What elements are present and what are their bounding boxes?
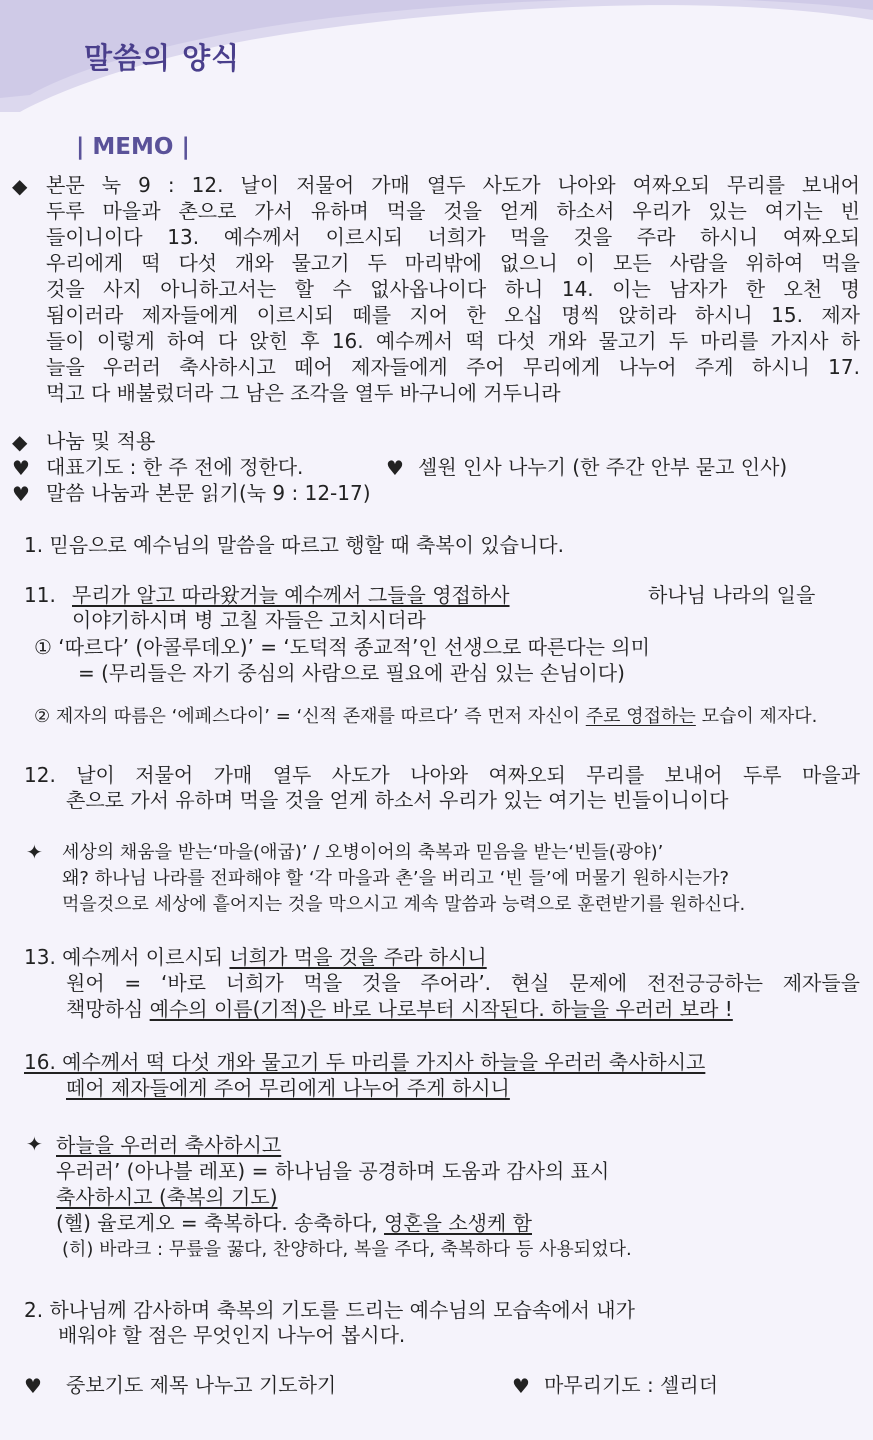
heart-bullet-icon: ♥ [12, 482, 30, 506]
cell-greeting: 셀원 인사 나누기 (한 주간 안부 묻고 인사) [418, 455, 788, 479]
question-2: 2. 하나님께 감사하며 축복의 기도를 드리는 예수님의 모습속에서 내가 [24, 1298, 635, 1322]
scripture-line: 것을 사지 아니하고서는 할 수 없사옵나이다 하니 14. 이는 남자가 한 오천 명 [46, 277, 860, 301]
question-2: 배워야 할 점은 무엇인지 나누어 봅시다. [58, 1323, 406, 1347]
verse-13-explanation [66, 996, 733, 1022]
blessing-heading: 하늘을 우러러 축사하시고 [56, 1133, 282, 1157]
blessing-line: 우러러’ (아나블 레포) = 하나님을 공경하며 도움과 감사의 표시 [56, 1159, 610, 1183]
sparkle-bullet-icon: ✦ [26, 840, 43, 864]
representative-prayer: 대표기도 : 한 주 전에 정한다. [46, 455, 304, 479]
verse-11-text: 하나님 나라의 일을 [648, 583, 816, 607]
memo-label: | MEMO | [76, 134, 190, 160]
blessing-highlight: 영혼을 소생케 함 [384, 1211, 532, 1235]
sharing-heading: 나눔 및 적용 [46, 429, 156, 453]
verse-13-highlight: 너희가 먹을 것을 주라 하시니 [229, 945, 487, 969]
verse-13 [24, 944, 487, 970]
scripture-line: 우리에게 떡 다섯 개와 물고기 두 마리밖에 없으니 이 모든 사람을 위하여 먹을 [46, 251, 860, 275]
verse-11-highlight: 무리가 알고 따라왔거늘 예수께서 그들을 영접하사 [72, 583, 510, 607]
closing-prayer: 마무리기도 : 셀리더 [544, 1373, 719, 1397]
note-2-highlight: 주로 영접하는 [585, 706, 696, 727]
word-sharing: 말씀 나눔과 본문 읽기(눅 9 : 12-17) [46, 481, 371, 505]
scripture-line: 늘을 우러러 축사하시고 떼어 제자들에게 주어 무리에게 나누어 주게 하시니 17. [46, 355, 860, 379]
sparkle-bullet-icon: ✦ [26, 1132, 43, 1156]
explanation-line: 세상의 채움을 받는‘마을(애굽)’ / 오병이어의 축복과 믿음을 받는‘빈들(광야)’ [62, 842, 664, 863]
explanation-line: 왜? 하나님 나라를 전파해야 할 ‘각 마을과 촌’을 버리고 ‘빈 들’에 머물기 원하시는가? [62, 868, 730, 889]
scripture-line: 들이니이다 13. 예수께서 이르시되 너희가 먹을 것을 주라 하시니 여짜오되 [46, 225, 860, 249]
note-2 [34, 704, 817, 730]
verse-11-text: 이야기하시며 병 고칠 자들은 고치시더라 [72, 608, 426, 632]
verse-13-highlight: 예수의 이름(기적)은 바로 나로부터 시작된다. 하늘을 우러러 보라 ! [149, 997, 733, 1021]
heart-bullet-icon: ♥ [24, 1374, 42, 1398]
heart-bullet-icon: ♥ [512, 1374, 530, 1398]
note-2-text: 모습이 제자다. [701, 706, 818, 727]
blessing-text: (헬) 율로게오 = 축복하다. 송축하다, [56, 1211, 378, 1235]
blessing-line: 축사하시고 (축복의 기도) [56, 1185, 278, 1209]
scripture-line: 됨이러라 제자들에게 이르시되 떼를 지어 한 오십 명씩 앉히라 하시니 15. 제자 [46, 303, 860, 327]
note-1: ① ‘따르다’ (아콜루데오)’ = ‘도덕적 종교적’인 선생으로 따른다는 의미 [34, 635, 650, 659]
note-1-detail: = (무리들은 자기 중심의 사람으로 필요에 관심 있는 손님이다) [78, 661, 625, 685]
verse-12: 촌으로 가서 유하며 먹을 것을 얻게 하소서 우리가 있는 여기는 빈들이니이다 [66, 788, 729, 812]
scripture-line: 들이 이렇게 하여 다 앉힌 후 16. 예수께서 떡 다섯 개와 물고기 두 마리를 가지사 하 [46, 329, 860, 353]
verse-12: 12. 날이 저물어 가매 열두 사도가 나아와 여짜오되 무리를 보내어 두루 마을과 [24, 763, 860, 787]
explanation-line: 먹을것으로 세상에 흩어지는 것을 막으시고 계속 말씀과 능력으로 훈련받기를 원하신다. [62, 894, 746, 915]
verse-13-text: 13. 예수께서 이르시되 [24, 945, 224, 969]
blessing-line [56, 1210, 532, 1236]
verse-16: 떼어 제자들에게 주어 무리에게 나누어 주게 하시니 [66, 1076, 510, 1100]
page-title: 말씀의 양식 [84, 41, 241, 75]
blessing-line: (히) 바라크 : 무릎을 꿇다, 찬양하다, 복을 주다, 축복하다 등 사용되었다. [62, 1239, 632, 1260]
diamond-bullet-icon: ◆ [12, 430, 28, 454]
question-1: 1. 믿음으로 예수님의 말씀을 따르고 행할 때 축복이 있습니다. [24, 533, 564, 557]
diamond-bullet-icon: ◆ [12, 174, 28, 198]
verse-13-text: 책망하심 [66, 997, 144, 1021]
verse-16: 16. 예수께서 떡 다섯 개와 물고기 두 마리를 가지사 하늘을 우러러 축사하시고 [24, 1050, 706, 1074]
intercession-prayer: 중보기도 제목 나누고 기도하기 [66, 1373, 337, 1397]
note-2-text: ② 제자의 따름은 ‘에페스다이’ = ‘신적 존재를 따르다’ 즉 먼저 자신이 [34, 706, 581, 727]
verse-13-explanation: 원어 = ‘바로 너희가 먹을 것을 주어라’. 현실 문제에 전전긍긍하는 제자들을 [66, 971, 860, 995]
scripture-line: 먹고 다 배불렀더라 그 남은 조각을 열두 바구니에 거두니라 [46, 381, 561, 405]
scripture-line: 두루 마을과 촌으로 가서 유하며 먹을 것을 얻게 하소서 우리가 있는 여기는 빈 [46, 199, 860, 223]
heart-bullet-icon: ♥ [12, 456, 30, 480]
heart-bullet-icon: ♥ [386, 456, 404, 480]
verse-11-number: 11. [24, 583, 56, 607]
scripture-line: 본문 눅 9 : 12. 날이 저물어 가매 열두 사도가 나아와 여짜오되 무리를 보내어 [46, 173, 860, 197]
